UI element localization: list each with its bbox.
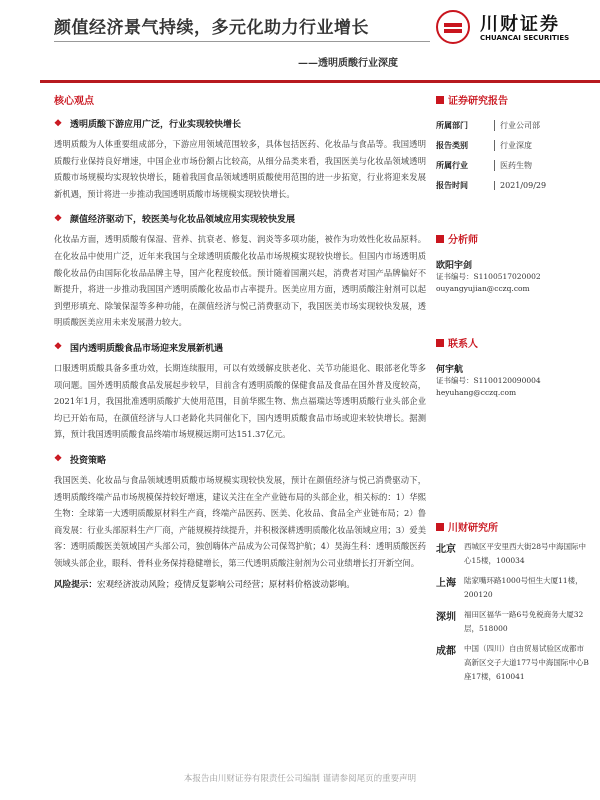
- company-logo: [436, 8, 596, 48]
- logo-english-text: CHUANCAI SECURITIES: [480, 34, 570, 42]
- analyst-name: 欧阳宇剑: [436, 261, 473, 271]
- section-body: 口服透明质酸具备多重功效，长期连续服用，可以有效缓解皮肤老化、关节功能退化、眼部老化等多项问题。国外透明质酸食品发展起步较早，目前含有透明质酸的保健食品及食品在国外普及度较高，2021年1月，我国批准透明质酸扩大使用范围，目前华熙生物、焦点福瑞达等透明质酸行业头部企业均已开始布局，在颜值经济与人口老龄化共同催化下，国内透明质酸食品市场或迎来较快增长。据测算，预计我国透明质酸食品终端市场规模远期可达151.37亿元。: [54, 362, 426, 440]
- office-item: 成都 中国（四川）自由贸易试验区成都市高新区交子大道177号中海国际中心B座17楼，610041: [436, 644, 589, 681]
- header-red-band: [40, 80, 600, 83]
- diamond-bullet-icon: ❖: [54, 213, 63, 224]
- square-bullet-icon: [436, 523, 444, 531]
- section-heading-text: 投资策略: [70, 455, 107, 466]
- logo-mark-icon: [436, 10, 470, 44]
- section-body: 我国医美、化妆品与食品领域透明质酸市场规模实现较快发展，预计在颜值经济与悦己消费驱动下，透明质酸终端产品市场规模保持较好增速，建议关注在全产业链布局的头部企业，相关标的：1）华熙生物：全球第一大透明质酸原材料生产商，终端产品医药、医美、化妆品、食品全产业链布局；2）鲁商发展：行业头部原料生产厂商，产能规模持续提升，并积极深耕透明质酸化妆品领域应用；3）爱美客：透明质酸医美领域国产头部公司，独创嗨体产品成为公司保驾护航；4）昊海生科：透明质酸医药领域头部企业，眼科、骨科业务保持稳健增长，第三代透明质酸注射剂为公司业绩增长打开新空间。: [54, 474, 426, 568]
- logo-text: 川财证券: [480, 14, 560, 35]
- report-subtitle: ——透明质酸行业深度: [298, 58, 398, 69]
- risk-text: 宏观经济波动风险；疫情反复影响公司经营；原材料价格波动影响。: [96, 580, 355, 591]
- section-heading-text: 透明质酸下游应用广泛，行业实现较快增长: [70, 120, 242, 130]
- analyst-cert: 证书编号：S1100517020002: [436, 272, 541, 281]
- diamond-bullet-icon: ❖: [54, 342, 63, 353]
- research-institute-header: 川财研究所: [436, 519, 590, 534]
- section-heading-text: 国内透明质酸食品市场迎来发展新机遇: [70, 343, 224, 354]
- risk-warning: [54, 577, 426, 593]
- analyst-email[interactable]: ouyangyujian@cczq.com: [436, 284, 530, 293]
- report-info-table: [436, 115, 590, 195]
- core-viewpoint-label: 核心观点: [54, 96, 94, 107]
- diamond-bullet-icon: ❖: [54, 118, 63, 129]
- contact-cert: 证书编号：S1100120090004: [436, 376, 541, 385]
- section-heading: [54, 212, 426, 225]
- section-body: 透明质酸为人体重要组成部分，下游应用领域范围较多，具体包括医药、化妆品与食品等。我国透明质酸行业保持良好增速，中国企业市场份额占比较高，从细分品类来看，我国医美与化妆品领域透明质酸市场规模均实现较快增长，随着我国食品领域透明质酸使用范围的进一步拓宽，行业将迎来发展新机遇，预计将进一步推动我国透明质酸市场规模实现较快增长。: [54, 139, 426, 199]
- title-divider: [54, 41, 430, 42]
- square-bullet-icon: [436, 96, 444, 104]
- office-item: 北京 西城区平安里西大街28号中海国际中心15楼，100034: [436, 542, 587, 565]
- section-heading: [54, 117, 426, 130]
- info-row: 所属行业 医药生物: [436, 155, 590, 175]
- report-info-header: 证券研究报告: [436, 92, 590, 107]
- diamond-bullet-icon: ❖: [54, 454, 63, 465]
- office-item: 深圳 福田区福华一路6号免税商务大厦32层，518000: [436, 610, 584, 633]
- office-item: 上海 陆家嘴环路1000号恒生大厦11楼，200120: [436, 576, 583, 599]
- report-title: 颜值经济景气持续，多元化助力行业增长: [54, 18, 369, 38]
- contact-name: 何宇航: [436, 365, 464, 375]
- section-heading: [54, 453, 426, 466]
- section-heading-text: 颜值经济驱动下，较医美与化妆品领域应用实现较快发展: [70, 215, 296, 226]
- info-row: 所属部门 行业公司部: [436, 115, 590, 135]
- square-bullet-icon: [436, 339, 444, 347]
- main-content: [54, 92, 426, 593]
- risk-label: 风险提示：: [54, 580, 97, 591]
- contact-header: 联系人: [436, 335, 590, 350]
- info-row: 报告类别 行业深度: [436, 135, 590, 155]
- office-list: [436, 540, 590, 684]
- info-row: 报告时间 2021/09/29: [436, 175, 590, 195]
- contact-email[interactable]: heyuhang@cczq.com: [436, 388, 517, 397]
- section-body: 化妆品方面，透明质酸有保湿、营养、抗衰老、修复、润炎等多项功能，被作为功效性化妆品原料。在化妆品中使用广泛，近年来我国与全球透明质酸化妆品市场规模实现较快增长。但国内市场透明质酸化妆品仍由国际化妆品品牌主导，国产化程度较低。预计随着国潮兴起，消费者对国产品牌偏好不断提升，将进一步推动我国国产透明质酸化妆品市占率提升。医美应用方面，透明质酸注射剂可以起到塑形填充、除皱保湿等多种功能，在颜值经济与悦己消费驱动下，我国医美市场实现较快发展，透明质酸医美应用未来发展潜力较大。: [54, 234, 426, 328]
- analyst-header: 分析师: [436, 231, 590, 246]
- page-footer: 本报告由川财证券有限责任公司编制 谨请参阅尾页的重要声明: [183, 774, 417, 784]
- sidebar: [436, 92, 590, 690]
- section-heading: [54, 341, 426, 354]
- square-bullet-icon: [436, 235, 444, 243]
